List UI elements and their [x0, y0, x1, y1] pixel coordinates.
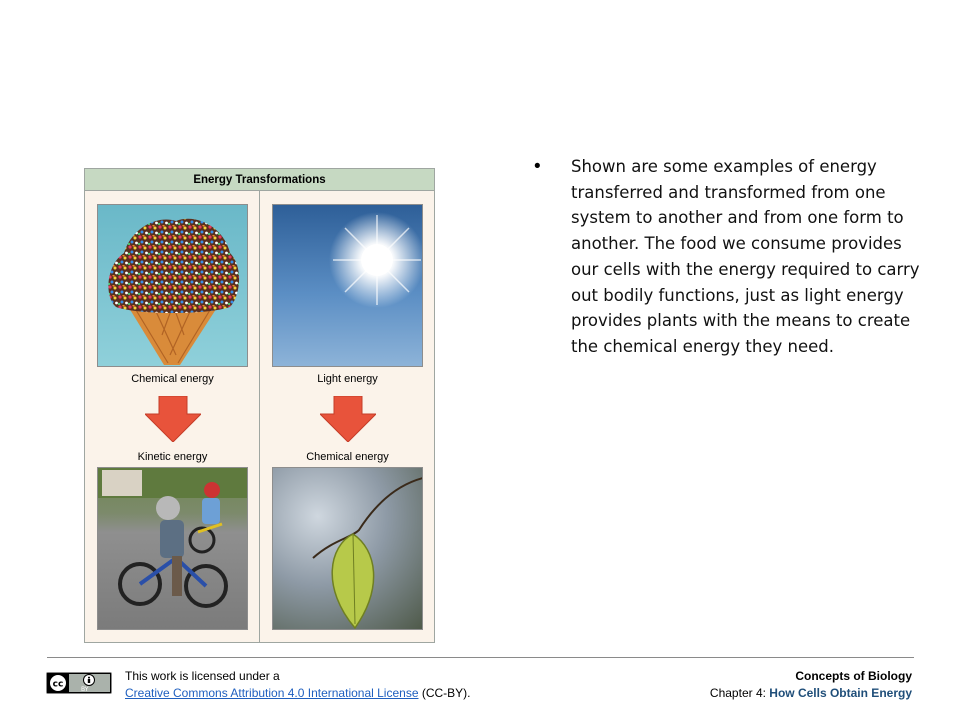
bullet-icon: • [534, 156, 541, 177]
sun-photo [272, 204, 423, 367]
down-arrow-icon [320, 396, 376, 442]
license-link[interactable]: Creative Commons Attribution 4.0 International License [125, 686, 419, 700]
book-title: Concepts of Biology [795, 669, 912, 683]
chapter-prefix: Chapter 4: [709, 686, 770, 700]
kids-on-bikes-photo [97, 467, 248, 630]
down-arrow-icon [145, 396, 201, 442]
svg-text:cc: cc [52, 679, 64, 690]
license-suffix: (CC-BY). [418, 686, 471, 700]
footer-divider [47, 657, 914, 658]
chapter-name: How Cells Obtain Energy [769, 686, 912, 700]
license-prefix: This work is licensed under a [125, 669, 280, 683]
energy-transformations-figure [84, 168, 435, 643]
caption-chemical-energy-bottom: Chemical energy [306, 451, 389, 463]
figure-column-divider [259, 191, 260, 643]
ice-cream-photo [97, 204, 248, 367]
leaf-photo [272, 467, 423, 630]
book-info [710, 668, 912, 702]
caption-chemical-energy-top: Chemical energy [131, 373, 214, 385]
caption-kinetic-energy: Kinetic energy [137, 451, 208, 463]
bullet-text: Shown are some examples of energy transferred and transformed from one system to another and from one form to another. The food we consume provides our cells with the energy required to carry out bodily functions, just as light energy provides plants with the means to create the chemical energy they need. [571, 157, 920, 356]
cc-by-license-icon[interactable] [46, 672, 112, 694]
cc-badge-label: BY [81, 686, 89, 693]
caption-light-energy: Light energy [317, 373, 378, 385]
license-notice [125, 668, 471, 702]
figure-title: Energy Transformations [85, 169, 434, 191]
